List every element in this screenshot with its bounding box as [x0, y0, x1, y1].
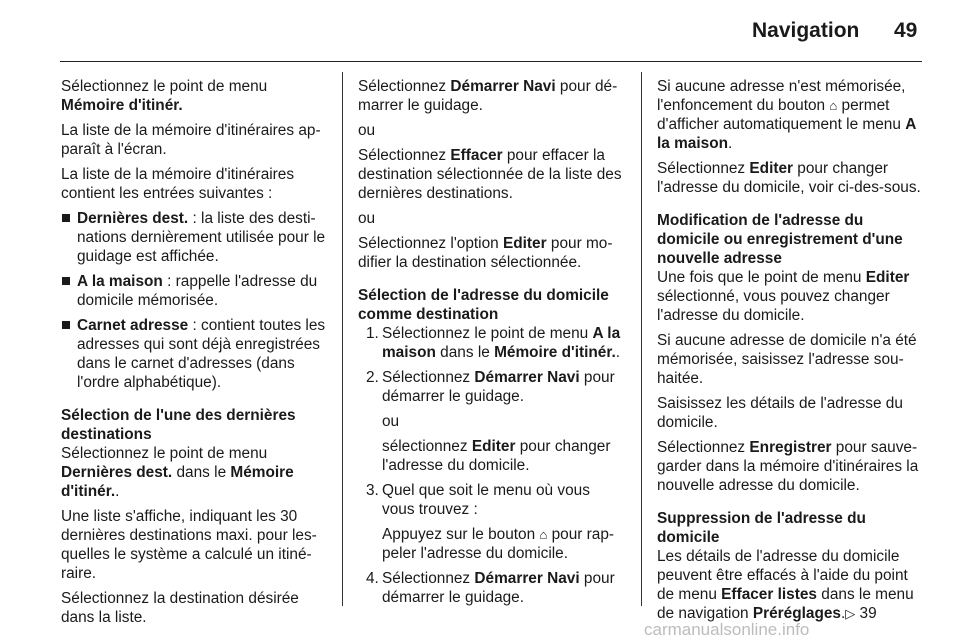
paragraph: Sélectionnez Démarrer Navi pour dé-marrer le guidage. — [358, 78, 618, 114]
header-divider — [60, 61, 922, 62]
paragraph: Si aucune adresse n'est mémorisée, l'enfoncement du bouton ⌂ permet d'afficher automatiquement le menu A la maison. — [657, 78, 916, 152]
paragraph: Sélectionnez Enregistrer pour sauve-garder dans la mémoire d'itinéraires la nouvelle adresse du domicile. — [657, 439, 919, 494]
paragraph: Sélectionnez Effacer pour effacer la destination sélectionnée de la liste des dernières destinations. — [358, 147, 622, 202]
column-divider-1 — [342, 72, 343, 606]
watermark: carmanualsonline.info — [644, 620, 810, 639]
paragraph: Sélectionnez la destination désirée dans la liste. — [61, 590, 299, 626]
step-item: 2. Sélectionnez Démarrer Navi pour démarrer le guidage. — [366, 369, 615, 405]
paragraph: Sélectionnez Editer pour changer l'adresse du domicile, voir ci-des-sous. — [657, 160, 921, 196]
paragraph: ou — [358, 210, 376, 227]
paragraph: Appuyez sur le bouton ⌂ pour rap-peler l'adresse du domicile. — [382, 526, 615, 562]
paragraph: La liste de la mémoire d'itinéraires ap-paraît à l'écran. — [61, 122, 321, 158]
paragraph: ou — [358, 122, 376, 139]
house-icon: ⌂ — [539, 527, 548, 542]
section-heading: Modification de l'adresse du domicile ou enregistrement d'une nouvelle adresse — [657, 212, 903, 267]
column-2 — [358, 77, 626, 613]
paragraph: Sélectionnez le point de menu Dernières dest. dans le Mémoire d'itinér.. — [61, 445, 294, 500]
paragraph: Une fois que le point de menu Editer sélectionné, vous pouvez changer l'adresse du domicile. — [657, 269, 910, 324]
column-divider-2 — [641, 72, 642, 606]
section-heading: Sélection de l'adresse du domicile comme destination — [358, 287, 609, 323]
paragraph: Saisissez les détails de l'adresse du domicile. — [657, 395, 903, 431]
arrow-right-icon: ▷ — [845, 606, 856, 621]
paragraph: Sélectionnez l'option Editer pour mo-difier la destination sélectionnée. — [358, 235, 613, 271]
column-3 — [657, 77, 925, 629]
paragraph: Sélectionnez le point de menu Mémoire d'itinér. — [61, 78, 268, 114]
paragraph: ou — [382, 413, 400, 430]
page-number: 49 — [894, 19, 918, 42]
house-icon: ⌂ — [829, 98, 838, 113]
paragraph: Les détails de l'adresse du domicile peuvent être effacés à l'aide du point de menu Effacer listes dans le menu de navigation Préréglages.▷ 39 — [657, 548, 914, 622]
paragraph: Si aucune adresse de domicile n'a été mémorisée, saisissez l'adresse sou-haitée. — [657, 332, 917, 387]
list-item: A la maison : rappelle l'adresse du domicile mémorisée. — [61, 272, 331, 310]
step-item: 1. Sélectionnez le point de menu A la maison dans le Mémoire d'itinér.. — [366, 325, 621, 361]
paragraph: Une liste s'affiche, indiquant les 30 dernières destinations maxi. pour les-quelles le système a calculé un itiné-raire. — [61, 508, 317, 582]
paragraph: La liste de la mémoire d'itinéraires contient les entrées suivantes : — [61, 166, 295, 202]
section-heading: Sélection de l'une des dernières destinations — [61, 407, 296, 443]
section-heading: Suppression de l'adresse du domicile — [657, 510, 866, 546]
paragraph: sélectionnez Editer pour changer l'adresse du domicile. — [382, 438, 611, 474]
page-title: Navigation — [752, 19, 860, 42]
page-reference-link[interactable]: ▷ 39 — [845, 605, 877, 622]
menu-term: Mémoire d'itinér. — [61, 97, 183, 114]
list-item: Carnet adresse : contient toutes les adresses qui sont déjà enregistrées dans le carnet d'adresses (dans l'ordre alphabétique). — [61, 316, 331, 392]
column-1 — [61, 77, 331, 633]
list-item: Dernières dest. : la liste des desti-nations dernièrement utilisée pour le guidage est affichée. — [61, 209, 331, 266]
step-item: 3. Quel que soit le menu où vous vous trouvez : — [366, 482, 590, 518]
step-item: 4. Sélectionnez Démarrer Navi pour démarrer le guidage. — [366, 570, 615, 606]
